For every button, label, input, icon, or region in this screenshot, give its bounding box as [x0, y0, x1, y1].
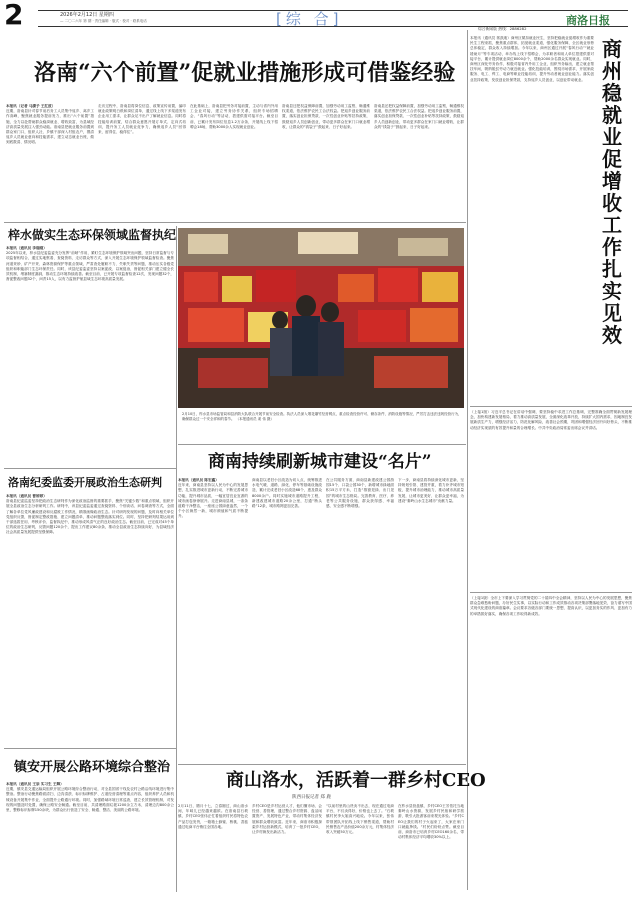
article1-title: 洛南“六个前置”促就业措施形成可借鉴经验 — [34, 60, 456, 86]
divider — [470, 406, 632, 407]
article1-text-4: 洛南县还把权益保障前置，加强劳动用工监察，畅通维权渠道，依法维护农民工合法权益。把返乡创业服务前置，落实创业担保贷款、一次性创业补贴等扶持政策，鼓励返乡人员创新创业，带动更多群众在家门口就业增收，让群众的“钱袋子”鼓起来、日子好起来。 — [282, 104, 370, 129]
divider — [4, 468, 176, 469]
vertical-headline: 商州稳就业促增收工作扎实见效 — [602, 37, 622, 347]
article3-byline: 本报讯（通讯员 曹婷婷） — [6, 494, 47, 498]
article1-text-1: 近期，洛南县针对春节前后务工人员集中返乡、离乡工作高峰，聚焦就业服务提前发力，推出“六个前置”措施，全力以赴帮助群众稳岗就业、增收致富，为县域经济高质量发展注入强劲动能。洛南县把就业服务前置到群众家门口，组织人社、乡镇干部深入村组农户，摸清返乡人员就业意向和技能需求，建立动态就业台账，做到底数清、情况明。 — [6, 109, 94, 145]
article5-col4 — [398, 478, 464, 760]
article6-byline: 陕西日报记者 郑 鹿 — [292, 795, 331, 800]
article6-text-2: 乡村CEO是乡村运营人才，他们懂市场、会经营、善管理，通过整合乡村资源、盘活闲置资产、发展特色产业，带动村集体经济发展和群众增收致富。近年来，商洛市积极探索乡村运营新模式，培育了一批乡村CEO，让乡村焕发出新活力。 — [252, 804, 322, 835]
article4-body — [6, 782, 174, 890]
right-col-article2 — [470, 410, 632, 590]
article4-title: 镇安开展公路环境综合整治 — [14, 760, 171, 775]
divider — [4, 222, 466, 223]
article1-byline: 本报讯（记者 马潇予 王红波） — [6, 104, 56, 108]
article4-text: 近期，镇安县交通运输局组织开展公路环境综合整治行动，对全县国省干线及农村公路沿线环境进行集中整治。整治行动聚焦路面清扫、边沟清淤、标识标牌维护、占道经营清理等重点内容，组织养护人员和机械设备开展集中作业，全面提升公路通行环境。同时，加强路域环境日常巡查，建立长效管理机制，对发现的问题及时处置，确保公路安全畅通。截至目前，共清理路面垃圾1200余立方米，清理边沟800余公里，整修标识标牌150余块，为群众出行营造了安全、畅通、整洁、美丽的公路环境。 — [6, 787, 174, 813]
article6-title: 商山洛水，活跃着一群乡村CEO — [226, 770, 486, 791]
article5-text-2: 商南县以老旧小区改造为切入点，统筹推进水电气暖、道路、绿化、停车等基础设施改造，累计完成老旧小区改造68个，惠及群众8000余户。同时实施城市道路提升工程，新建改建城市道路20余公里，打通“断头路”12条，城市路网更加完善。 — [252, 478, 322, 509]
article5-text-1: 近年来，商南县坚持以人民为中心的发展思想，扎实推进城市更新行动，不断完善城市功能，提升城市品质，一幅宜居宜业宜游的城市画卷徐徐展开。走进商南县城，一条条道路干净整洁，一座座公园绿意盎然，一个个小区焕然一新，城市颜值和气质不断提升。 — [178, 483, 248, 519]
article5-col1 — [178, 478, 248, 760]
divider — [178, 444, 466, 445]
column-divider — [176, 226, 177, 892]
article1-col4 — [282, 104, 370, 220]
header-rule-bottom — [38, 26, 628, 27]
article3-title: 洛南纪委监委开展政治生态研判 — [8, 476, 162, 489]
article1-text-2: 走访过程中，洛南县将岗位信息、政策宣传前置，编印就业政策明白纸和岗位清单，通过线上线下多渠道发布企业用工需求，让群众足不出户了解就业信息。同时将技能培训前置，结合群众意愿开展订单式、定向式培训，提升务工人员就业竞争力，确保返乡人员“回得来、留得住、稳得住”。 — [98, 104, 186, 135]
article2-title: 梓水做实生态环保领域监督执纪 — [8, 228, 177, 242]
article1-text-3: 在此基础上，洛南县把劳务对接前置，主动与省内外用工企业对接，建立劳务协作关系，组织专场招聘会、“春风行动”等活动，搭建供需对接平台。截至目前，已累计发布岗位信息1.2万余条，开展线上线下招聘会18场，帮助3000余人实现就业创业。 — [190, 104, 278, 129]
right-col-article — [470, 36, 594, 406]
article6-col4 — [398, 804, 464, 890]
article4-byline: 本报讯（通讯员 王崇 实习生 王卿） — [6, 782, 64, 786]
article6-text-4: 在柞水县营盘镇，乡村CEO王芳依托当地秦岭山水资源，发展乡村民宿和研学旅游，吸引大批游客前来观光体验。“乡村CEO让我们的村子火起来了，大家在家门口就能挣钱。”村民们纷纷点赞。截至目前，商洛市已培育乡村CEO160余名，带动村集体经济平均增收30%以上。 — [398, 804, 464, 840]
article1-col3 — [190, 104, 278, 220]
article3-text: 洛南县纪委监委坚持把政治生态研判作为深化政治监督的重要抓手，聚焦“关键少数”和重点领域，组织开展全县政治生态分析研判工作。研判中，该县纪委监委通过查阅资料、个别谈话、问卷调查等方式，全面了解各单位党风廉政建设和反腐败工作情况，精准画像政治生态。针对研判发现的问题，及时向相关单位党组织反馈，督促制定整改措施、建立问题清单，推动问题整改落实到位。同时，坚持把研判结果运用到干部选拔任用、考核评价、监督执纪中，推动形成风清气正的良好政治生态。截至目前，已完成对45个单位的政治生态研判，反馈问题120余个，提出工作建议80余条，推动全县政治生态持续向好，为县域经济社会高质量发展提供坚强保障。 — [6, 499, 174, 535]
article5-title: 商南持续刷新城市建设“名片” — [208, 452, 432, 472]
photo-fireworks-inspection — [178, 228, 464, 408]
photo-credit: （本报通讯员 姜 伟 摄） — [235, 417, 274, 421]
photo-caption — [182, 412, 462, 438]
right-col-text3: （上接1版）全市上下要深入学习贯彻党的二十届四中全会精神，坚持以人民为中心的发展思想，聚焦群众急难愁盼问题，办好民生实事，以实际行动和工作成效推动各项决策部署落地见效，奋力谱写中国式现代化建设的商洛篇章。会议要求各级各部门要统一思想、提高认识，以更加务实的作风、更加有力的举措抓好落实，确保各项工作取得新成效。 — [470, 596, 632, 616]
photo-illustration — [178, 228, 464, 408]
article5-col3 — [326, 478, 394, 760]
article1-col5 — [374, 104, 464, 220]
column-divider — [467, 30, 468, 890]
editor-info: 综合新闻版 热线：2886282 — [478, 26, 527, 31]
issue-date: 2026年2月12日 星期四 — [60, 12, 114, 18]
page-number: 2 — [4, 0, 24, 31]
section-label: [综 合] — [276, 10, 343, 28]
article6-text-1: 2月11日，腊月十七，立春刚过，商山洛水间，年味儿已经越来越浓。在洛南县石坡镇，乡村CEO张伟正忙着组织村民将特色农产品打包发货，一箱箱土蜂蜜、核桃、香菇通过电商平台销往全国各地。 — [178, 804, 248, 829]
article1-col1 — [6, 104, 94, 220]
right-col-article3 — [470, 596, 632, 890]
issue-info: — 二〇二六年 第 期 · 责任编辑 · 版式 · 校对 · 联系电话 — [60, 19, 147, 23]
article5-byline: 本报讯（通讯员 陈宏鑫） — [178, 478, 219, 482]
article5-text-3: 在公共服务方面，商南县新建改建公园游园15个、口袋公园30个，新增城市绿地面积15万平方米，打造“推窗见绿、出门见园”的城市生态格局。完善教育、医疗、养老等公共服务设施，群众获得感、幸福感、安全感不断增强。 — [326, 478, 394, 509]
article6-col3 — [326, 804, 394, 890]
article3-body — [6, 494, 174, 746]
divider — [178, 764, 466, 765]
newspaper-logo: 商洛日报 — [566, 14, 610, 27]
article6-text-3: “以前村里的山货卖不出去，现在通过电商平台，不仅卖得好，价格也上去了。”石坡镇村民李大姐高兴地说。今年以来，张伟带领团队开拓线上线下销售渠道，帮助村民销售农产品价值200余万元，村集体经济收入突破50万元。 — [326, 804, 394, 835]
article5-text-4: 下一步，商南县将持续深化城市更新，坚持规划引领、建管并重，着力补齐城市短板，提升城市治理能力，推动城市高质量发展，让城市更美好、让群众更幸福，为建设“秦岭山水生态城市”贡献力量。 — [398, 478, 464, 503]
article6-col1 — [178, 804, 248, 890]
right-col-text2: （上接1版）习近平总书记在讲话中强调，要坚持稳中求进工作总基调，完整准确全面贯彻新发展理念，加快构建新发展格局，着力推动高质量发展，全面深化改革开放，持续扩大国内需求，因地制宜发展新质生产力，增强经济活力，防范化解风险，改善社会预期，巩固和增强经济回升向好势头，不断推动经济实现质的有效提升和量的合理增长。中共中央政治局常委出席会议并讲话。 — [470, 410, 632, 430]
article2-body — [6, 246, 174, 464]
article5-col2 — [252, 478, 322, 760]
article6-col2 — [252, 804, 322, 890]
right-col-text: 本报讯（通讯员 郭凯迪）商州区紧扣就业民生，坚持把稳就业促增收作为重要民生工程来抓，聚焦重点群体，拓宽就业渠道，强化服务保障，全区就业形势总体稳定，群众收入持续增加。今年以来，商州区通过开展“春风行动”“就业援助月”等专项活动，举办线上线下招聘会，为求职者和用人单位搭建供需对接平台，累计提供就业岗位8000余个，帮助2000余名群众实现就业。同时，商州区深化劳务协作，积极对接省内外用工企业，组织劳务输出，建立就业帮扶车间，吸纳脱贫劳动力就近就业。强化技能培训，围绕市场需求，开展家政服务、电工、焊工、电商等职业技能培训，提升劳动者就业创业能力。落实创业扶持政策，发放创业担保贷款，支持返乡人员创业，以创业带动就业。 — [470, 36, 594, 82]
divider — [470, 592, 632, 593]
article1-text-5: 洛南县还把权益保障前置，加强劳动用工监察，畅通维权渠道，依法维护农民工合法权益。把返乡创业服务前置，落实创业担保贷款、一次性创业补贴等扶持政策，鼓励返乡人员创新创业，带动更多群众在家门口就业增收，让群众的“钱袋子”鼓起来、日子好起来。 — [374, 104, 464, 129]
article1-col2 — [98, 104, 186, 220]
article2-text: 2025年以来，梓水县纪委监委充分发挥“前哨”作用，紧盯生态环境保护领域突出问题，坚持日常监督与专项监督相结合，通过实地察看、查阅资料、走访群众等方式，深入开展生态环境保护领域监督检查。聚焦河道采砂、矿产开采、森林资源保护等重点领域，严肃查处履职不力、失职失责等问题，推动压实各级党组织和职能部门生态环保责任。同时，该县纪委监委坚持以案促改、以案促治，督促相关部门建立健全长效机制，堵塞制度漏洞，推动生态环境持续改善。截至目前，已开展专项监督检查12次，发现问题32个，督促整改问题32个，问责15人，以有力监督护航县域生态环境高质量发展。 — [6, 251, 174, 282]
photo-caption-text: 2月10日，柞水县市场监管局和县消防大队联合开展节前安全检查。执法人员深入烟花爆竹经营网点，重点检查经营许可、储存条件、消防设施等情况，严厉打击违法违规经营行为，确保群众过一个安全祥和的春节。 — [182, 412, 462, 421]
article2-byline: 本报讯（通讯员 李瑞刚） — [6, 246, 47, 250]
divider — [4, 748, 176, 749]
